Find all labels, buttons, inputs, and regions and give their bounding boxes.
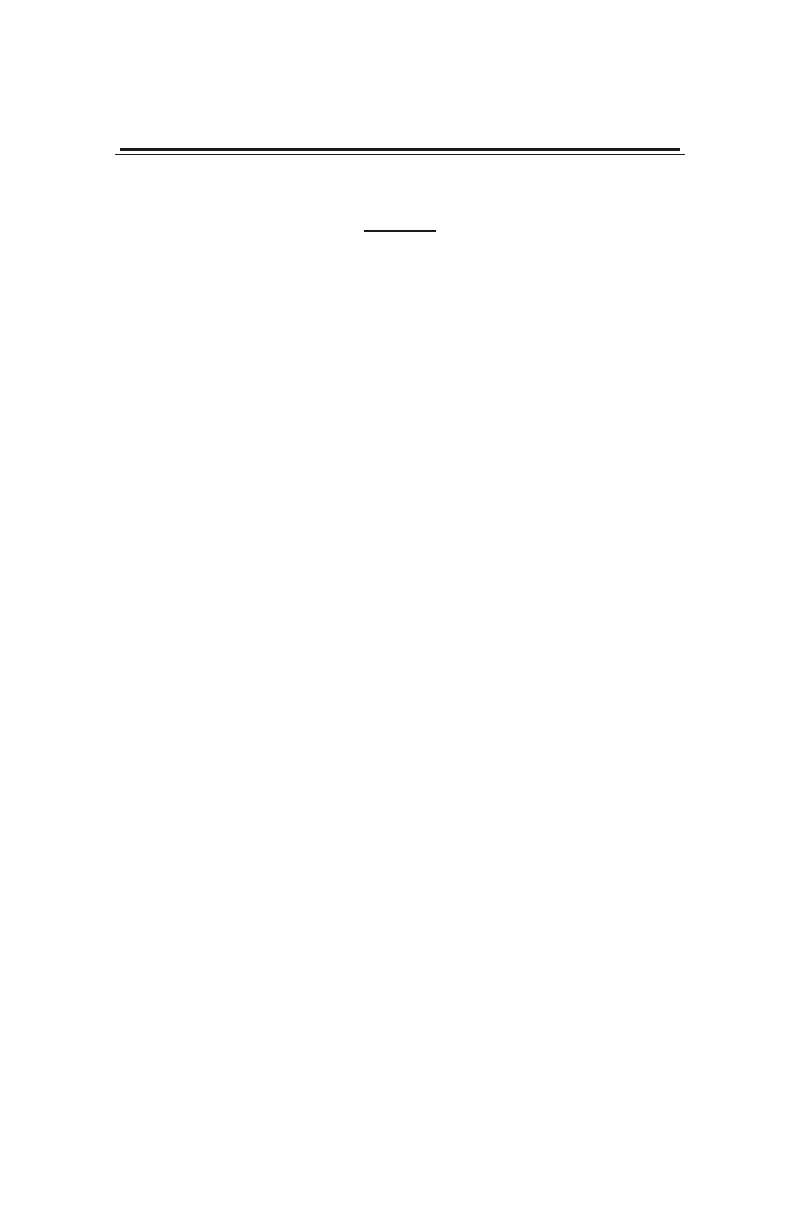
divider-thin-line: [115, 154, 685, 155]
running-head: [115, 98, 685, 124]
book-page: [115, 98, 685, 246]
title-underline: [364, 230, 436, 232]
divider-thick-line: [120, 148, 680, 151]
section-divider: [115, 148, 685, 158]
section-title: [115, 180, 685, 220]
